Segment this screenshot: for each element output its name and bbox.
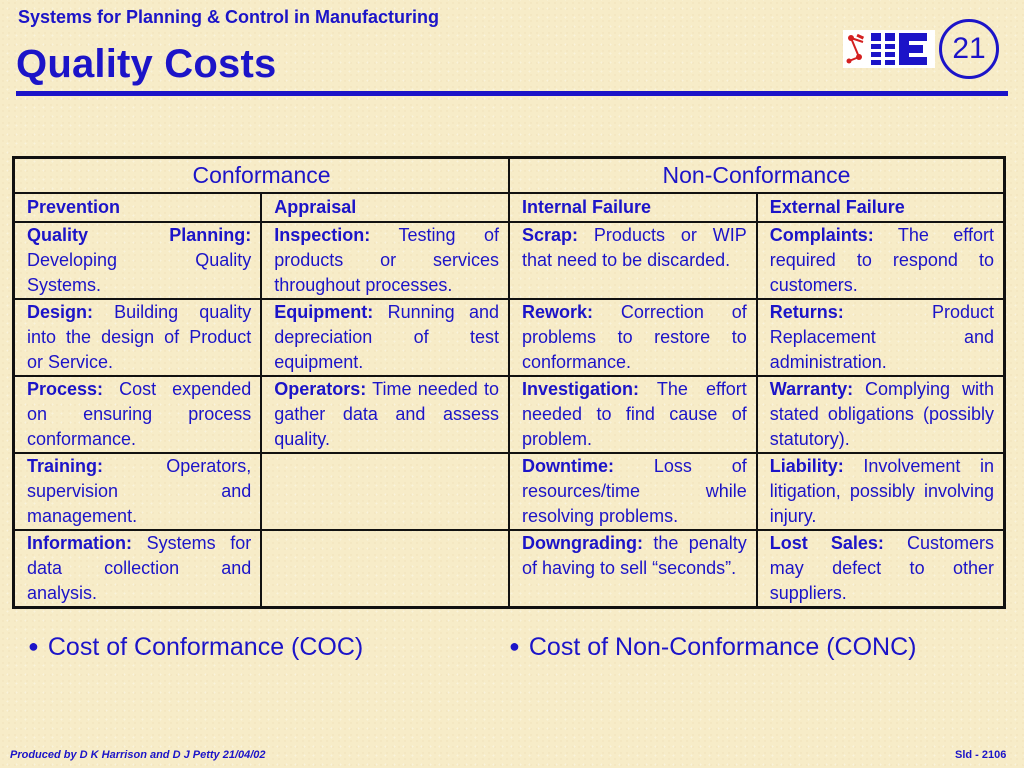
cell-text: Time needed to gather data and assess quality.	[274, 379, 499, 449]
bullet-text: Cost of Non-Conformance (CONC)	[528, 633, 917, 661]
cell-external-failure	[757, 376, 1005, 453]
cell-text: The effort needed to find cause of problem.	[522, 379, 747, 449]
title-rule	[16, 91, 1008, 96]
column-header-appraisal: Appraisal	[261, 193, 509, 222]
cell-appraisal	[261, 453, 509, 530]
bullet-text: Cost of Conformance (COC)	[47, 633, 364, 661]
cell-prevention	[14, 530, 262, 608]
group-header-non-conformance: Non-Conformance	[509, 158, 1005, 194]
bullet-conc	[509, 633, 917, 662]
cell-appraisal	[261, 299, 509, 376]
cell-appraisal	[261, 222, 509, 299]
cell-term: Process:	[27, 379, 104, 399]
cell-text: Systems for data collection and analysis.	[27, 533, 252, 603]
cell-text: Cost expended on ensuring process conformance.	[27, 379, 252, 449]
column-header-row	[14, 193, 1005, 222]
cell-term: Rework:	[522, 302, 594, 322]
cell-external-failure	[757, 222, 1005, 299]
cell-term: Equipment:	[274, 302, 374, 322]
cell-term: Warranty:	[769, 379, 854, 399]
cell-term: Complaints:	[769, 225, 874, 245]
group-header-conformance: Conformance	[14, 158, 510, 194]
cell-appraisal	[261, 376, 509, 453]
cell-text: Testing of products or services throughout processes.	[274, 225, 499, 295]
cell-term: Scrap:	[522, 225, 579, 245]
cell-text: the penalty of having to sell “seconds”.	[522, 533, 747, 578]
page-title: Quality Costs	[16, 42, 277, 86]
bullet-dot-icon: ●	[509, 636, 520, 656]
cell-term: Information:	[27, 533, 132, 553]
cell-term: Operators:	[274, 379, 367, 399]
cell-text: Involvement in litigation, possibly involving injury.	[769, 456, 994, 526]
cell-prevention	[14, 453, 262, 530]
cell-internal-failure	[509, 376, 757, 453]
cell-term: Investigation:	[522, 379, 640, 399]
cell-prevention	[14, 222, 262, 299]
slide-number-badge: 21	[939, 19, 999, 79]
cell-internal-failure	[509, 530, 757, 608]
cell-text: Complying with stated obligations (possibly statutory).	[769, 379, 994, 449]
cell-text: Operators, supervision and management.	[27, 456, 252, 526]
iie-logo	[843, 30, 935, 68]
table-row	[14, 453, 1005, 530]
cell-external-failure	[757, 453, 1005, 530]
cell-external-failure	[757, 299, 1005, 376]
column-header-internal-failure: Internal Failure	[509, 193, 757, 222]
cell-internal-failure	[509, 222, 757, 299]
group-header-row	[14, 158, 1005, 194]
table-row	[14, 222, 1005, 299]
cell-prevention	[14, 299, 262, 376]
column-header-external-failure: External Failure	[757, 193, 1005, 222]
cell-text: Loss of resources/time while resolving problems.	[522, 456, 747, 526]
footer-credit: Produced by D K Harrison and D J Petty 21/04/02	[10, 749, 266, 761]
cell-text: The effort required to respond to customers.	[769, 225, 994, 295]
cell-term: Training:	[27, 456, 103, 476]
table-body	[14, 222, 1005, 608]
cell-term: Design:	[27, 302, 94, 322]
table-row	[14, 299, 1005, 376]
table-row	[14, 376, 1005, 453]
cell-term: Quality Planning:	[27, 225, 252, 245]
cell-text: Running and depreciation of test equipment.	[274, 302, 499, 372]
cell-text: Products or WIP that need to be discarded.	[522, 225, 747, 270]
cell-term: Downtime:	[522, 456, 614, 476]
cell-text: Developing Quality Systems.	[27, 250, 252, 295]
bullet-dot-icon: ●	[28, 636, 39, 656]
cell-text: Building quality into the design of Product or Service.	[27, 302, 252, 372]
cell-text: Product Replacement and administration.	[769, 302, 994, 372]
cell-term: Returns:	[769, 302, 844, 322]
cell-text: Customers may defect to other suppliers.	[769, 533, 994, 603]
cell-text: Correction of problems to restore to conformance.	[522, 302, 747, 372]
cell-internal-failure	[509, 453, 757, 530]
cell-internal-failure	[509, 299, 757, 376]
subtitle: Systems for Planning & Control in Manufacturing	[18, 7, 440, 27]
cell-external-failure	[757, 530, 1005, 608]
footer-slide-id: Sld - 2106	[955, 749, 1007, 761]
cell-term: Downgrading:	[522, 533, 643, 553]
cell-term: Liability:	[769, 456, 844, 476]
bullet-coc	[28, 633, 363, 662]
cell-term: Inspection:	[274, 225, 371, 245]
cell-term: Lost Sales:	[769, 533, 884, 553]
quality-costs-table	[12, 156, 1006, 609]
table-row	[14, 530, 1005, 608]
cell-appraisal	[261, 530, 509, 608]
cell-prevention	[14, 376, 262, 453]
column-header-prevention: Prevention	[14, 193, 262, 222]
